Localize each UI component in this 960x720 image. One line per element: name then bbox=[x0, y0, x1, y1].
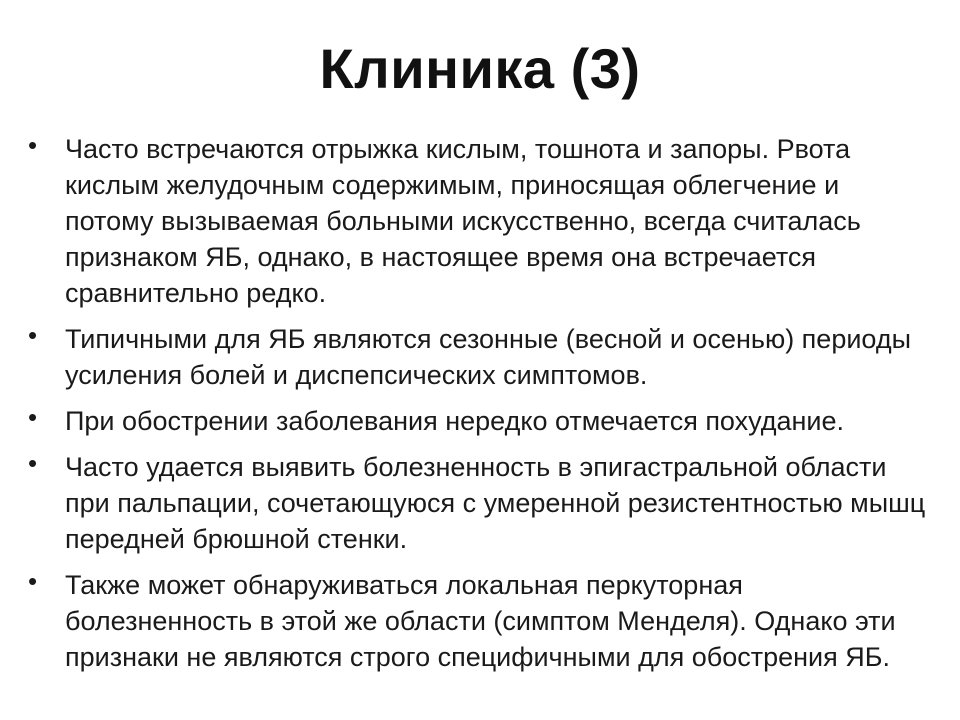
bullet-item-2 bbox=[28, 321, 933, 393]
bullet-marker: • bbox=[28, 402, 38, 432]
bullet-marker: • bbox=[28, 130, 38, 160]
bullet-item-3 bbox=[28, 403, 933, 439]
bullet-list bbox=[28, 131, 933, 685]
bullet-marker: • bbox=[28, 448, 38, 478]
bullet-text: Типичными для ЯБ являются сезонные (весной и осенью) периоды усиления болей и диспепсических симптомов. bbox=[65, 324, 912, 390]
bullet-text: Также может обнаруживаться локальная перкуторная болезненность в этой же области (симптом Менделя). Однако эти признаки не являются строго специфичными для обострения ЯБ. bbox=[65, 570, 896, 672]
bullet-marker: • bbox=[28, 320, 38, 350]
bullet-marker: • bbox=[28, 566, 38, 596]
slide-title: Клиника (3) bbox=[319, 37, 641, 100]
bullet-item-5 bbox=[28, 567, 933, 675]
bullet-text: Часто удается выявить болезненность в эпигастральной области при пальпации, сочетающуюся с умеренной резистентностью мышц передней брюшной стенки. bbox=[65, 452, 926, 554]
bullet-text: При обострении заболевания нередко отмечается похудание. bbox=[65, 406, 845, 436]
bullet-text: Часто встречаются отрыжка кислым, тошнота и запоры. Рвота кислым желудочным содержимым, приносящая облегчение и потому вызываемая больными искусственно, всегда считалась признаком ЯБ, однако, в настоящее время она встречается сравнительно редко. bbox=[65, 134, 861, 308]
bullet-item-1 bbox=[28, 131, 933, 311]
bullet-item-4 bbox=[28, 449, 933, 557]
